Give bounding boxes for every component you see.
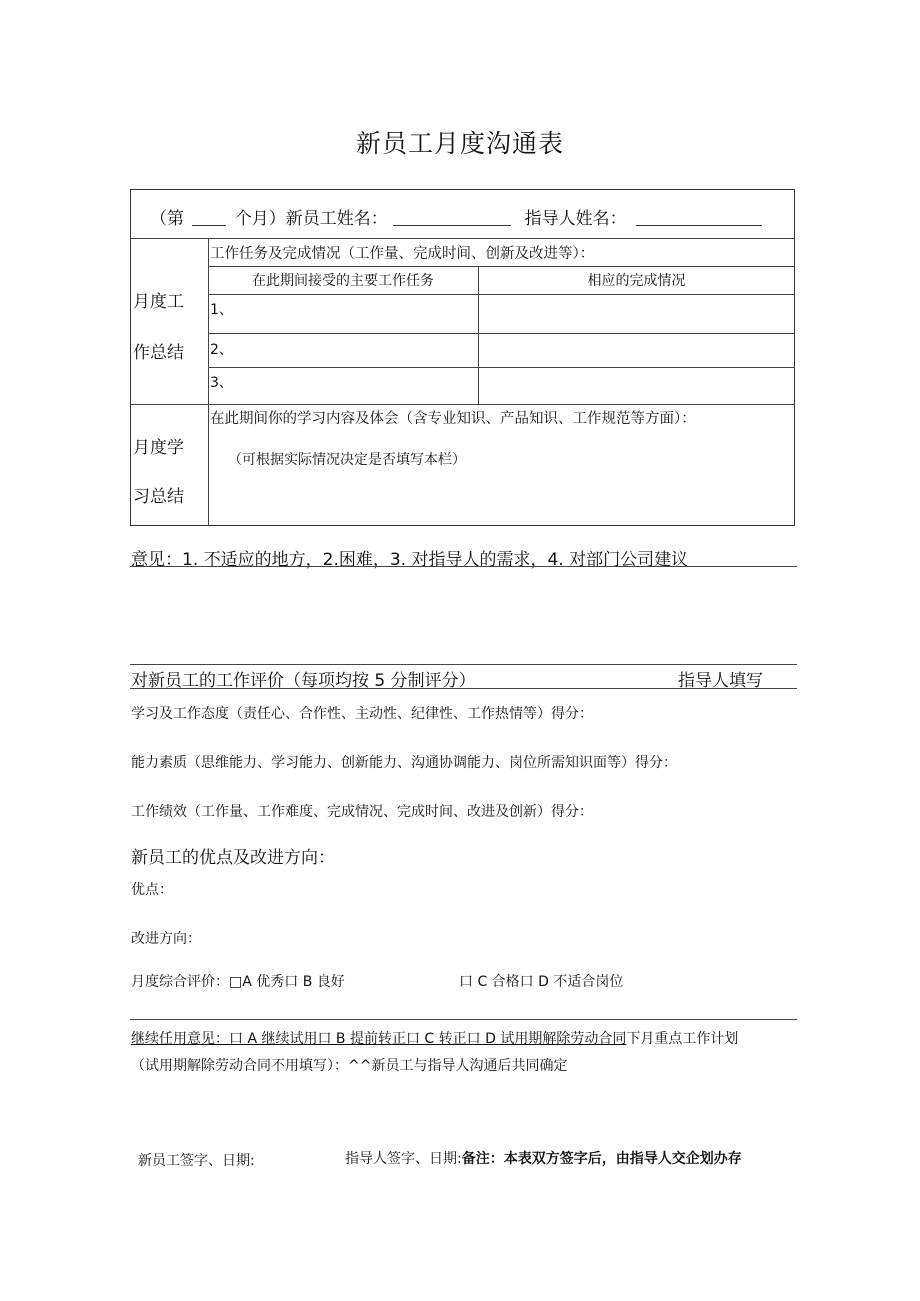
work-summary-label-line1: 月度工 xyxy=(133,292,184,312)
month-prefix: （第 xyxy=(150,209,184,229)
table-divider xyxy=(130,238,795,239)
column-header-completion: 相应的完成情况 xyxy=(587,273,686,289)
opinion-underline xyxy=(130,566,797,567)
strengths-label: 优点： xyxy=(131,882,173,898)
task-row-2[interactable]: 2、 xyxy=(210,342,233,358)
page-title: 新员工月度沟通表 xyxy=(355,129,564,158)
work-summary-intro: 工作任务及完成情况（工作量、完成时间、创新及改进等）： xyxy=(210,246,595,262)
table-divider xyxy=(130,404,795,405)
next-month-plan-label: 下月重点工作计划 xyxy=(626,1031,739,1047)
table-divider xyxy=(208,367,795,368)
month-field[interactable] xyxy=(192,211,226,226)
continuation-top-rule xyxy=(130,1019,797,1020)
table-divider xyxy=(208,294,795,295)
continuation-line1 xyxy=(131,1028,738,1048)
rating-options-ab[interactable]: □A 优秀口 B 良好 xyxy=(229,974,345,990)
remark-note: 备注：本表双方签字后，由指导人交企划办存 xyxy=(461,1151,742,1167)
evaluation-heading: 对新员工的工作评价（每项均按 5 分制评分） xyxy=(131,671,476,691)
score-attitude[interactable]: 学习及工作态度（责任心、合作性、主动性、纪律性、工作热情等）得分： xyxy=(131,706,593,722)
column-header-tasks: 在此期间接受的主要工作任务 xyxy=(252,273,434,289)
table-divider xyxy=(208,266,795,267)
continuation-line2: （试用期解除劳动合同不用填写）：^^新员工与指导人沟通后共同确定 xyxy=(131,1058,568,1074)
evaluation-top-rule xyxy=(130,664,797,665)
improvement-label: 改进方向： xyxy=(131,931,201,947)
mentor-name-label: 指导人姓名： xyxy=(524,209,627,229)
learning-summary-label-line2: 习总结 xyxy=(133,487,184,507)
employee-name-field[interactable] xyxy=(393,211,511,226)
monthly-rating xyxy=(131,971,345,991)
header-row xyxy=(150,204,762,229)
evaluation-bottom-rule xyxy=(130,688,797,689)
mentor-signature-date[interactable]: 指导人签字、日期: xyxy=(345,1151,462,1167)
strengths-heading: 新员工的优点及改进方向： xyxy=(131,848,335,868)
evaluation-filled-by: 指导人填写 xyxy=(678,671,763,691)
opinion-prompt: 意见：1. 不适应的地方，2.困难，3. 对指导人的需求，4. 对部门公司建议 xyxy=(131,550,689,570)
score-performance[interactable]: 工作绩效（工作量、工作难度、完成情况、完成时间、改进及创新）得分： xyxy=(131,804,593,820)
mentor-name-field[interactable] xyxy=(636,211,762,226)
score-ability[interactable]: 能力素质（思维能力、学习能力、创新能力、沟通协调能力、岗位所需知识面等）得分： xyxy=(131,755,677,771)
signature-remark-line xyxy=(345,1148,742,1168)
rating-options-cd[interactable]: 口 C 合格口 D 不适合岗位 xyxy=(459,974,624,990)
rating-label: 月度综合评价： xyxy=(131,974,229,990)
table-divider xyxy=(208,333,795,334)
employee-signature-date[interactable]: 新员工签字、日期: xyxy=(138,1153,255,1169)
continuation-options[interactable]: 继续任用意见：口 A 继续试用口 B 提前转正口 C 转正口 D 试用期解除劳动合同 xyxy=(131,1031,627,1047)
employee-name-label: 个月）新员工姓名： xyxy=(234,209,388,229)
task-row-1[interactable]: 1、 xyxy=(210,302,233,318)
learning-summary-note: （可根据实际情况决定是否填写本栏） xyxy=(228,452,466,468)
work-summary-label-line2: 作总结 xyxy=(133,343,184,363)
learning-summary-label-line1: 月度学 xyxy=(133,438,184,458)
task-row-3[interactable]: 3、 xyxy=(210,375,233,391)
learning-summary-intro: 在此期间你的学习内容及体会（含专业知识、产品知识、工作规范等方面）： xyxy=(210,411,696,427)
